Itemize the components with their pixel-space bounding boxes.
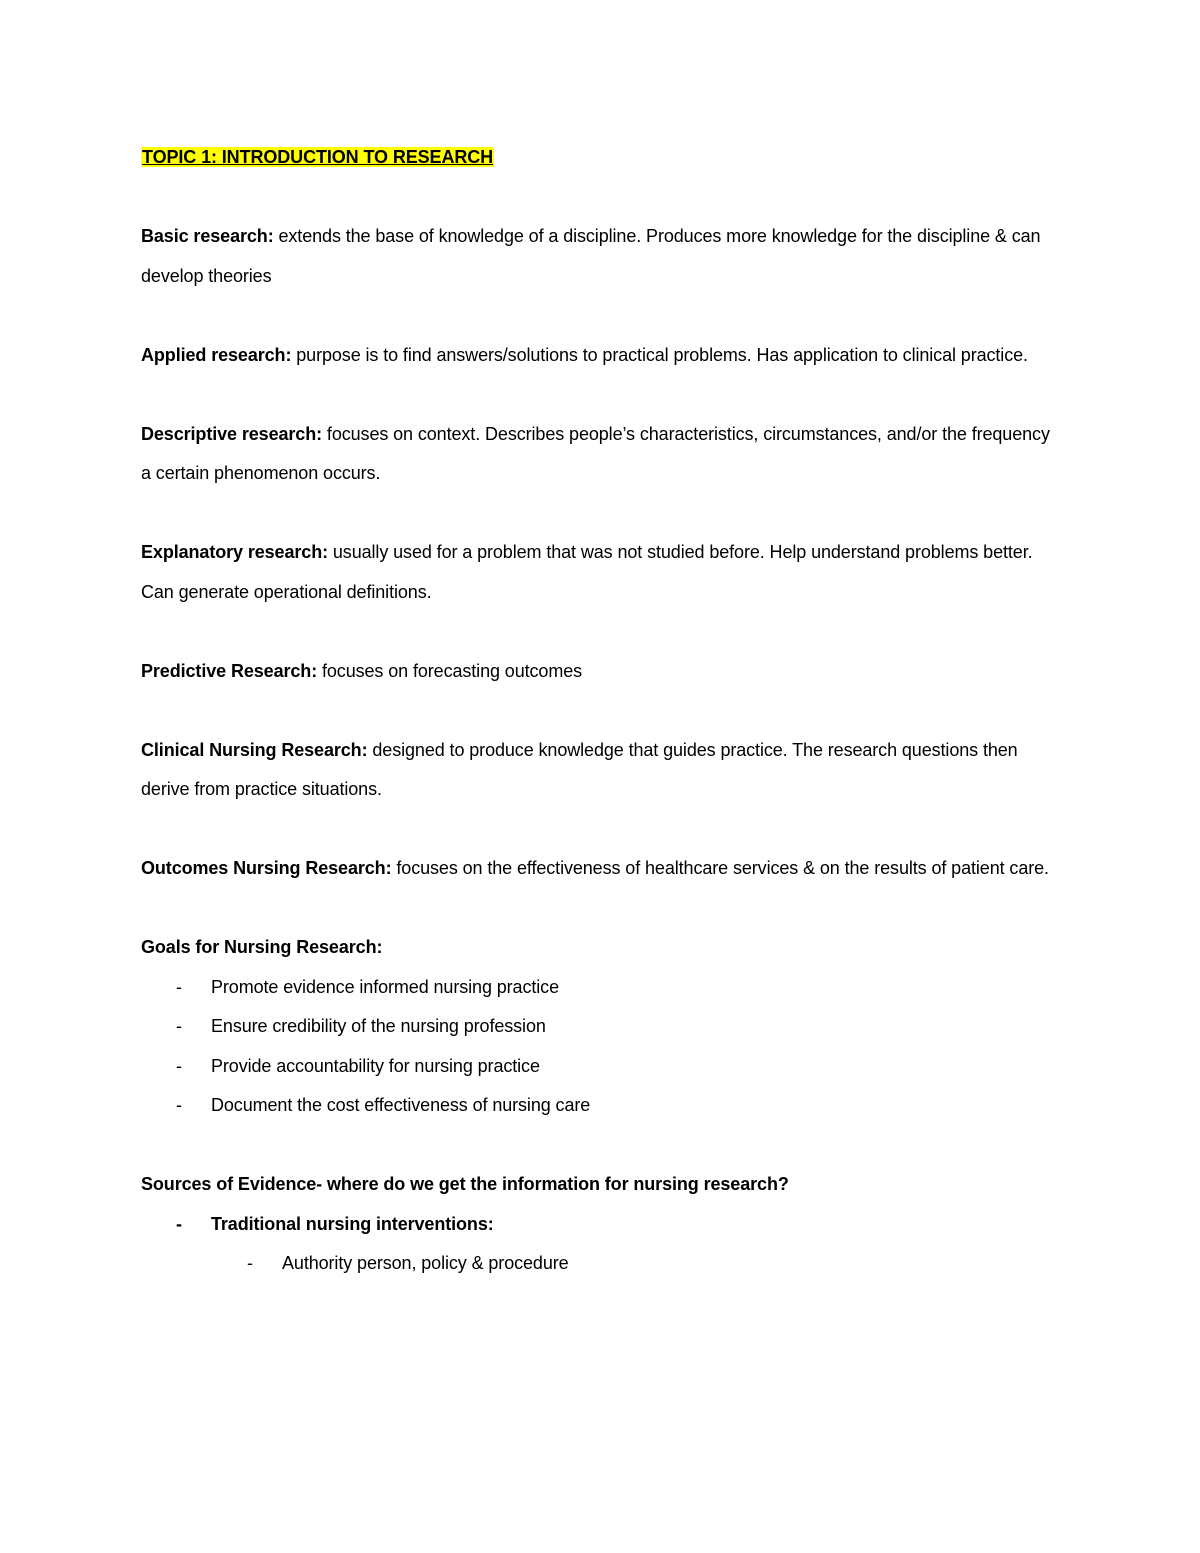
list-item-text: Authority person, policy & procedure — [282, 1253, 569, 1273]
list-item-text: Ensure credibility of the nursing profession — [211, 1016, 546, 1036]
definition-applied-research — [141, 336, 1061, 376]
dash-bullet: - — [176, 976, 182, 997]
list-item — [141, 1047, 1061, 1087]
definition-basic-research — [141, 217, 1061, 296]
definition-predictive-research — [141, 652, 1061, 692]
definition-clinical-nursing-research — [141, 731, 1061, 810]
list-item — [141, 1086, 1061, 1126]
definition-term: Basic research: — [141, 226, 274, 246]
definition-text: focuses on context. Describes people’s characteristics, circumstances, and/or the frequency a certain phenomenon occurs. — [141, 423, 1050, 483]
list-item — [141, 1205, 1061, 1245]
definition-term: Explanatory research: — [141, 542, 328, 562]
definition-text: extends the base of knowledge of a discipline. Produces more knowledge for the discipline & can develop theories — [141, 226, 1041, 286]
list-item — [141, 968, 1061, 1008]
list-item-text: Promote evidence informed nursing practice — [211, 976, 559, 997]
sources-sublist — [141, 1244, 1061, 1284]
list-item — [141, 1244, 1061, 1284]
list-item-text: Document the cost effectiveness of nursing care — [211, 1095, 591, 1115]
sources-title: Sources of Evidence- where do we get the information for nursing research? — [141, 1174, 789, 1194]
dash-bullet: - — [176, 1055, 182, 1076]
dash-bullet: - — [247, 1253, 253, 1273]
dash-bullet: - — [176, 1213, 182, 1234]
list-item-text: Traditional nursing interventions: — [211, 1213, 494, 1234]
definition-text: purpose is to find answers/solutions to practical problems. Has application to clinical practice. — [291, 344, 1028, 365]
goals-title: Goals for Nursing Research: — [141, 937, 383, 957]
definition-term: Predictive Research: — [141, 660, 318, 681]
definition-text: focuses on forecasting outcomes — [317, 660, 583, 681]
definition-term: Outcomes Nursing Research: — [141, 858, 392, 878]
highlighted-title: TOPIC 1: INTRODUCTION TO RESEARCH — [142, 147, 494, 167]
dash-bullet: - — [176, 1095, 182, 1115]
definition-text: designed to produce knowledge that guides practice. The research questions then derive from practice situations. — [141, 739, 1018, 799]
definition-term: Clinical Nursing Research: — [141, 739, 368, 760]
document-body — [141, 138, 1061, 1284]
list-item-text: Provide accountability for nursing practice — [211, 1055, 540, 1076]
list-item — [141, 1007, 1061, 1047]
dash-bullet: - — [176, 1016, 182, 1036]
definition-term: Descriptive research: — [141, 423, 323, 444]
page-title — [141, 138, 1061, 178]
definition-text: usually used for a problem that was not studied before. Help understand problems better. Can generate operational definitions. — [141, 542, 1033, 602]
definition-term: Applied research: — [141, 344, 292, 365]
goals-list — [141, 968, 1061, 1126]
definition-outcomes-nursing-research — [141, 849, 1061, 889]
sources-list — [141, 1205, 1061, 1245]
definition-text: focuses on the effectiveness of healthcare services & on the results of patient care. — [391, 858, 1049, 878]
definition-explanatory-research — [141, 533, 1061, 612]
definition-descriptive-research — [141, 415, 1061, 494]
